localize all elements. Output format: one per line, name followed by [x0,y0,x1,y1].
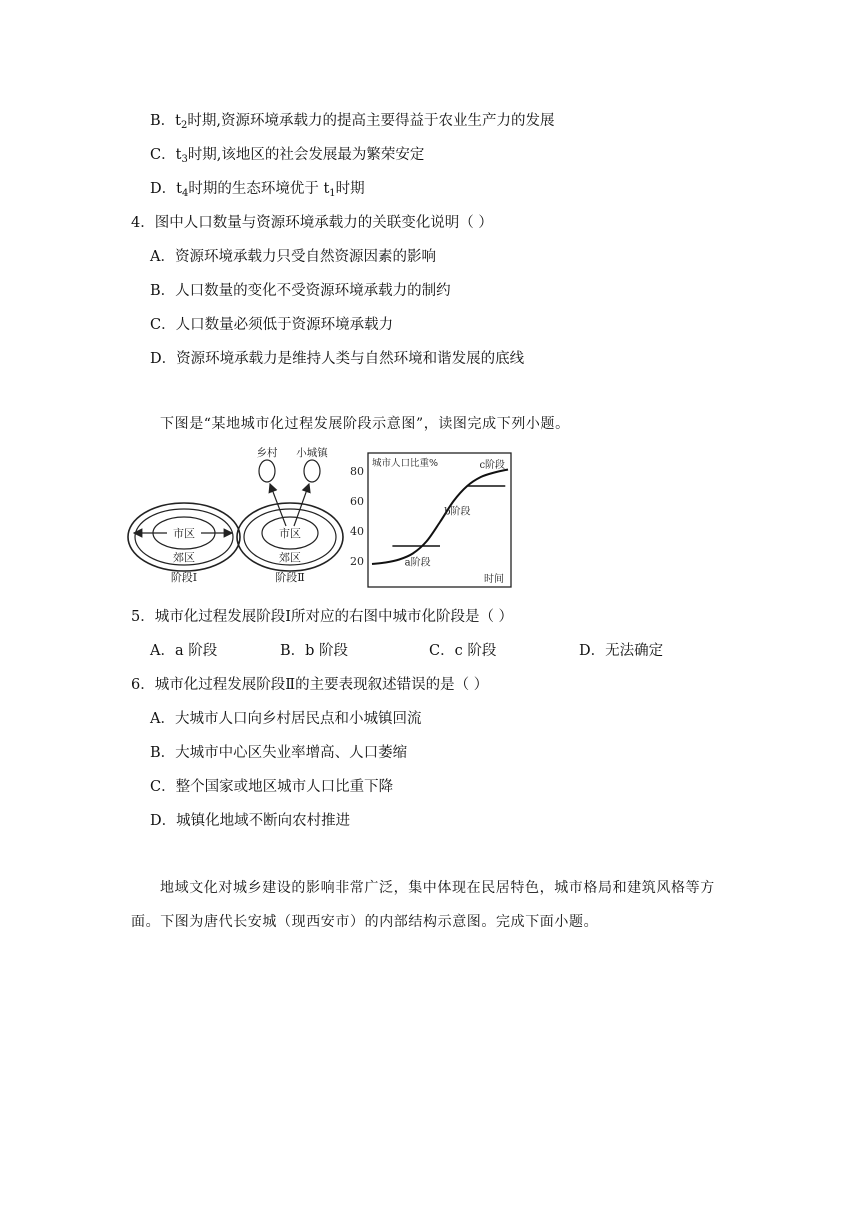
stage1-core-label: 市区 [173,527,195,540]
stage2-caption: 阶段Ⅱ [275,571,305,584]
stage1-diagram [128,503,240,584]
y-tick-label: 60 [350,495,364,508]
village-label: 乡村 [256,447,278,459]
y-tick-label: 20 [350,555,364,568]
changan-intro-line2: 面。下图为唐代长安城（现西安市）的内部结构示意图。完成下面小题。 [131,914,599,930]
stage1-caption: 阶段Ⅰ [170,571,198,584]
chart-title: 城市人口比重% [372,458,439,469]
q3-option-b: B．$t_2$时期,资源环境承载力的提高主要得益于农业生产力的发展 [150,113,555,131]
q3-option-c: C．$t_3$时期,该地区的社会发展最为繁荣安定 [150,147,425,165]
q5-option-c: C．c 阶段 [429,643,497,659]
q6-stem: 6．城市化过程发展阶段Ⅱ的主要表现叙述错误的是（ ） [131,677,489,693]
stage2-ring-label: 郊区 [279,551,301,564]
village-node [259,460,275,482]
urbanization-chart [350,453,511,587]
stage1-ring-label: 郊区 [173,551,195,564]
series-curve [372,470,508,565]
stage-label: a阶段 [404,557,431,569]
q5-stem: 5．城市化过程发展阶段Ⅰ所对应的右图中城市化阶段是（ ） [131,609,514,625]
q3-option-d: D．$t_4$时期的生态环境优于 $t_1$时期 [150,181,365,199]
q6-option-b: B．大城市中心区失业率增高、人口萎缩 [150,745,408,761]
stage-label: c阶段 [479,460,506,471]
urbanization-figure [124,446,514,590]
y-tick-label: 80 [350,465,364,478]
changan-intro-line1: 地域文化对城乡建设的影响非常广泛，集中体现在民居特色，城市格局和建筑风格等方 [160,880,715,896]
town-label: 小城镇 [296,447,328,459]
q5-option-b: B．b 阶段 [280,643,349,659]
q4-option-a: A．资源环境承载力只受自然资源因素的影响 [150,249,436,265]
q6-option-d: D．城镇化地域不断向农村推进 [150,813,351,829]
q6-option-c: C．整个国家或地区城市人口比重下降 [150,779,394,795]
q4-option-b: B．人口数量的变化不受资源环境承载力的制约 [150,283,451,299]
q6-option-a: A．大城市人口向乡村居民点和小城镇回流 [150,711,422,727]
q5-option-d: D．无法确定 [579,643,664,659]
q4-option-d: D．资源环境承载力是维持人类与自然环境和谐发展的底线 [150,351,525,367]
stage-label: b阶段 [444,506,471,518]
q4-option-c: C．人口数量必须低于资源环境承载力 [150,317,394,333]
town-node [304,460,320,482]
stage2-diagram [237,446,343,584]
stage2-core-label: 市区 [279,527,301,540]
y-tick-label: 40 [350,525,364,538]
q5-option-a: A．a 阶段 [150,643,218,659]
urbanization-intro: 下图是“某地城市化过程发展阶段示意图”，读图完成下列小题。 [160,416,570,432]
chart-xlabel: 时间 [484,574,504,585]
q4-stem: 4．图中人口数量与资源环境承载力的关联变化说明（ ） [131,215,493,231]
